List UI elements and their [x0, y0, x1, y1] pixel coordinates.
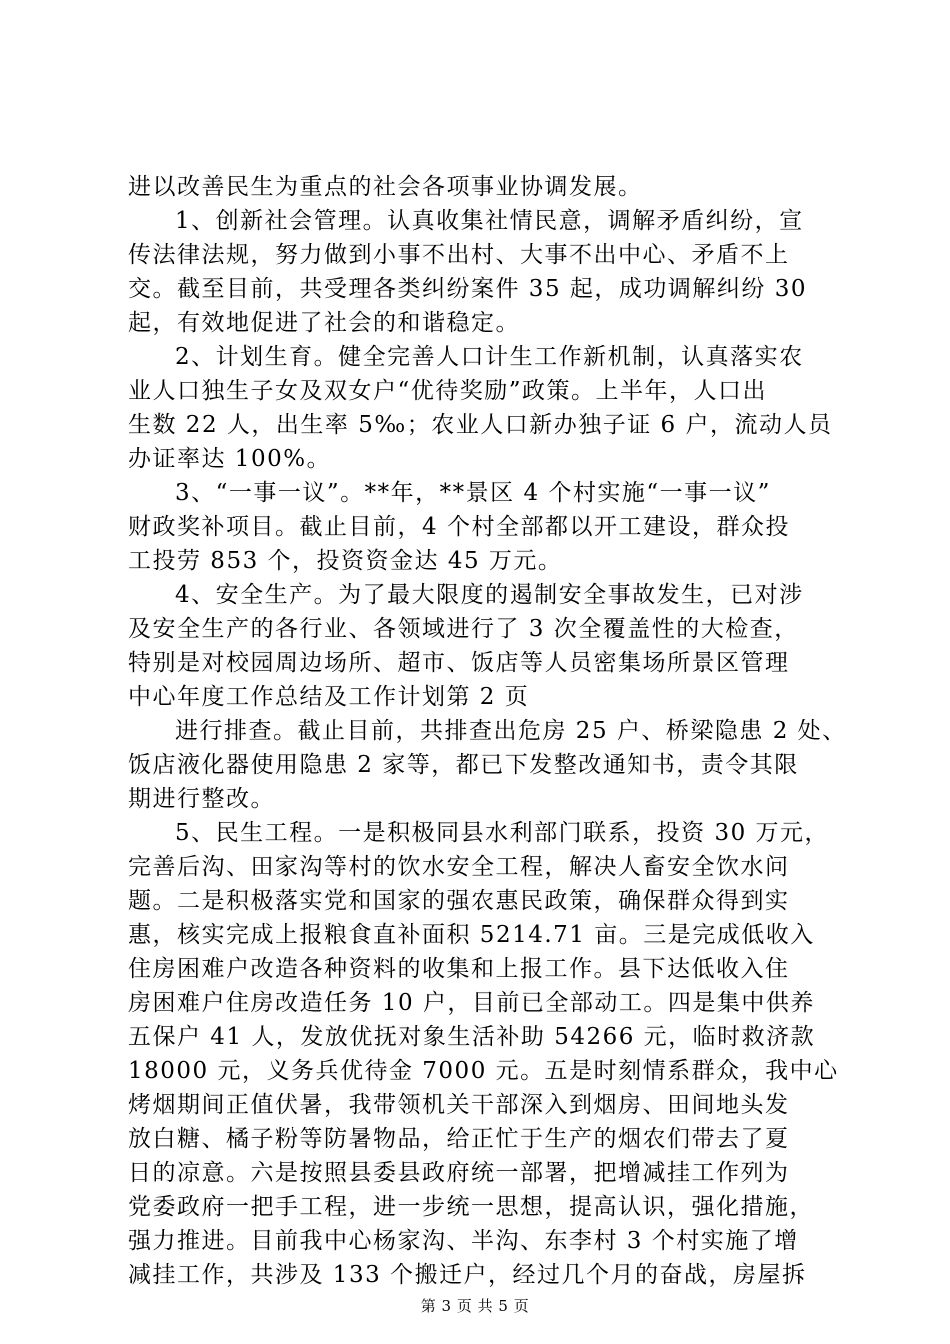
- text-line: 五保户 41 人，发放优抚对象生活补助 54266 元，临时救济款: [128, 1024, 816, 1050]
- text-line: 及安全生产的各行业、各领域进行了 3 次全覆盖性的大检查，: [128, 616, 799, 642]
- text-line: 期进行整改。: [128, 786, 275, 812]
- document-body: [128, 170, 847, 1292]
- text-line: 房困难户住房改造任务 10 户，目前已全部动工。四是集中供养: [128, 990, 815, 1016]
- text-line: 交。截至目前，共受理各类纠纷案件 35 起，成功调解纠纷 30: [128, 276, 807, 302]
- text-line: 饭店液化器使用隐患 2 家等，都已下发整改通知书，责令其限: [128, 752, 799, 778]
- text-line: 中心年度工作总结及工作计划第 2 页: [128, 684, 530, 710]
- text-line: 生数 22 人，出生率 5‰；农业人口新办独子证 6 户，流动人员: [128, 412, 833, 438]
- text-line: 烤烟期间正值伏暑，我带领机关干部深入到烟房、田间地头发: [128, 1092, 790, 1118]
- text-line: 2、计划生育。健全完善人口计生工作新机制，认真落实农: [175, 344, 804, 370]
- text-line: 1、创新社会管理。认真收集社情民意，调解矛盾纠纷，宣: [175, 208, 804, 234]
- text-line: 进行排查。截止目前，共排查出危房 25 户、桥梁隐患 2 处、: [175, 718, 847, 744]
- text-line: 放白糖、橘子粉等防暑物品，给正忙于生产的烟农们带去了夏: [128, 1126, 790, 1152]
- text-line: 党委政府一把手工程，进一步统一思想，提高认识，强化措施，: [128, 1194, 814, 1220]
- text-line: 惠，核实完成上报粮食直补面积 5214.71 亩。三是完成低收入: [128, 922, 815, 948]
- text-line: 起，有效地促进了社会的和谐稳定。: [128, 310, 520, 336]
- text-line: 进以改善民生为重点的社会各项事业协调发展。: [128, 174, 643, 200]
- text-line: 减挂工作，共涉及 133 个搬迁户，经过几个月的奋战，房屋拆: [128, 1262, 807, 1288]
- text-line: 强力推进。目前我中心杨家沟、半沟、东李村 3 个村实施了增: [128, 1228, 799, 1254]
- text-line: 4、安全生产。为了最大限度的遏制安全事故发生，已对涉: [175, 582, 804, 608]
- text-line: 住房困难户改造各种资料的收集和上报工作。县下达低收入住: [128, 956, 790, 982]
- text-line: 特别是对校园周边场所、超市、饭店等人员密集场所景区管理: [128, 650, 790, 676]
- text-line: 传法律法规，努力做到小事不出村、大事不出中心、矛盾不上: [128, 242, 790, 268]
- text-line: 财政奖补项目。截止目前，4 个村全部都以开工建设，群众投: [128, 514, 790, 540]
- text-line: 完善后沟、田家沟等村的饮水安全工程，解决人畜安全饮水问: [128, 854, 790, 880]
- page-footer: 第 3 页 共 5 页: [420, 1297, 530, 1315]
- text-line: 工投劳 853 个，投资资金达 45 万元。: [128, 548, 563, 574]
- text-line: 3、“一事一议”。**年，**景区 4 个村实施“一事一议”: [175, 480, 771, 506]
- text-line: 办证率达 100%。: [128, 446, 332, 472]
- text-line: 日的凉意。六是按照县委县政府统一部署，把增减挂工作列为: [128, 1160, 790, 1186]
- text-line: 5、民生工程。一是积极同县水利部门联系，投资 30 万元，: [175, 820, 830, 846]
- text-line: 业人口独生子女及双女户“优待奖励”政策。上半年，人口出: [128, 378, 768, 404]
- text-line: 18000 元，义务兵优待金 7000 元。五是时刻情系群众，我中心: [128, 1058, 839, 1084]
- text-line: 题。二是积极落实党和国家的强农惠民政策，确保群众得到实: [128, 888, 790, 914]
